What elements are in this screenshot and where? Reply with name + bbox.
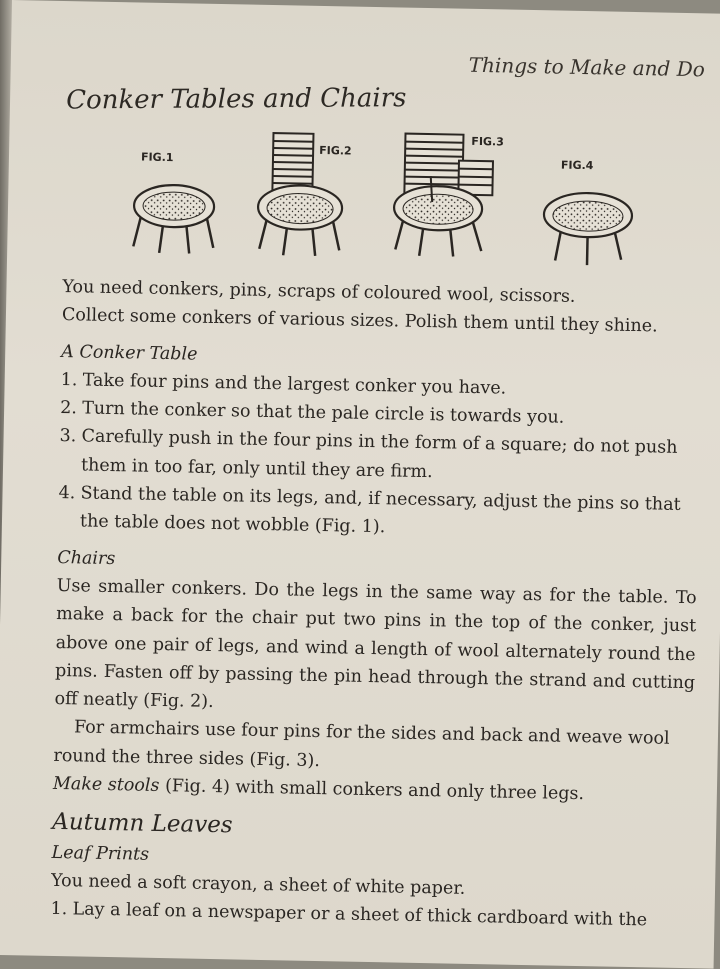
autumn-section-heading: Autumn Leaves	[51, 809, 233, 839]
leaf-prints-intro: You need a soft crayon, a sheet of white paper.	[50, 870, 466, 899]
fig2-chair-drawing	[257, 133, 352, 257]
step-text: Carefully push in the four pins in the form of a square; do not push them in too far, only until they are firm.	[80, 426, 678, 482]
table-steps-list	[58, 366, 701, 548]
table-section-heading: A Conker Table	[61, 341, 198, 365]
armchairs-paragraph: For armchairs use four pins for the sides and back and weave wool round the three sides (Fig. 3).	[53, 717, 670, 771]
step-text: Take four pins and the largest conker you have.	[82, 370, 507, 399]
step-number: 1.	[50, 899, 68, 920]
conker-furniture-drawing	[119, 120, 642, 275]
list-item	[58, 479, 699, 548]
fig4-label: FIG.4	[560, 158, 594, 173]
intro-line-2: Collect some conkers of various sizes. Polish them until they shine.	[61, 305, 658, 337]
intro-line-1: You need conkers, pins, scraps of coloured wool, scissors.	[62, 277, 576, 307]
fig3-label: FIG.3	[471, 134, 504, 149]
page-content	[50, 273, 702, 936]
step-text: Stand the table on its legs, and, if necessary, adjust the pins so that the table does not wobble (Fig. 1).	[79, 483, 681, 538]
step-text: Lay a leaf on a newspaper or a sheet of thick cardboard with the	[72, 899, 648, 931]
fig1-label: FIG.1	[140, 150, 174, 165]
step-number: 3.	[59, 426, 77, 447]
fig1-table-drawing	[133, 150, 215, 254]
figures-illustration	[119, 120, 642, 275]
chairs-paragraph: Use smaller conkers. Do the legs in the same way as for the table. To make a back for the chair put two pins in the top of the conker, just above one pair of legs, and wind a length of wool alternately round the pins. Fasten off by passing the pin head through the strand and cutting off neatly (Fig. 2).	[54, 575, 697, 713]
fig2-label: FIG.2	[319, 143, 352, 158]
step-number: 4.	[58, 483, 76, 504]
chairs-section-heading: Chairs	[57, 547, 116, 569]
step-text: Turn the conker so that the pale circle is towards you.	[81, 398, 565, 428]
stools-rest: (Fig. 4) with small conkers and only three legs.	[159, 776, 585, 805]
page-title: Conker Tables and Chairs	[66, 83, 407, 116]
stools-lead: Make stools	[52, 773, 160, 797]
step-number: 1.	[60, 369, 78, 391]
leaf-prints-subheading: Leaf Prints	[51, 842, 150, 865]
step-number: 2.	[59, 398, 78, 419]
running-head: Things to Make and Do	[468, 52, 706, 82]
fig3-armchair-drawing	[393, 133, 504, 257]
fig4-stool-drawing	[543, 158, 633, 266]
